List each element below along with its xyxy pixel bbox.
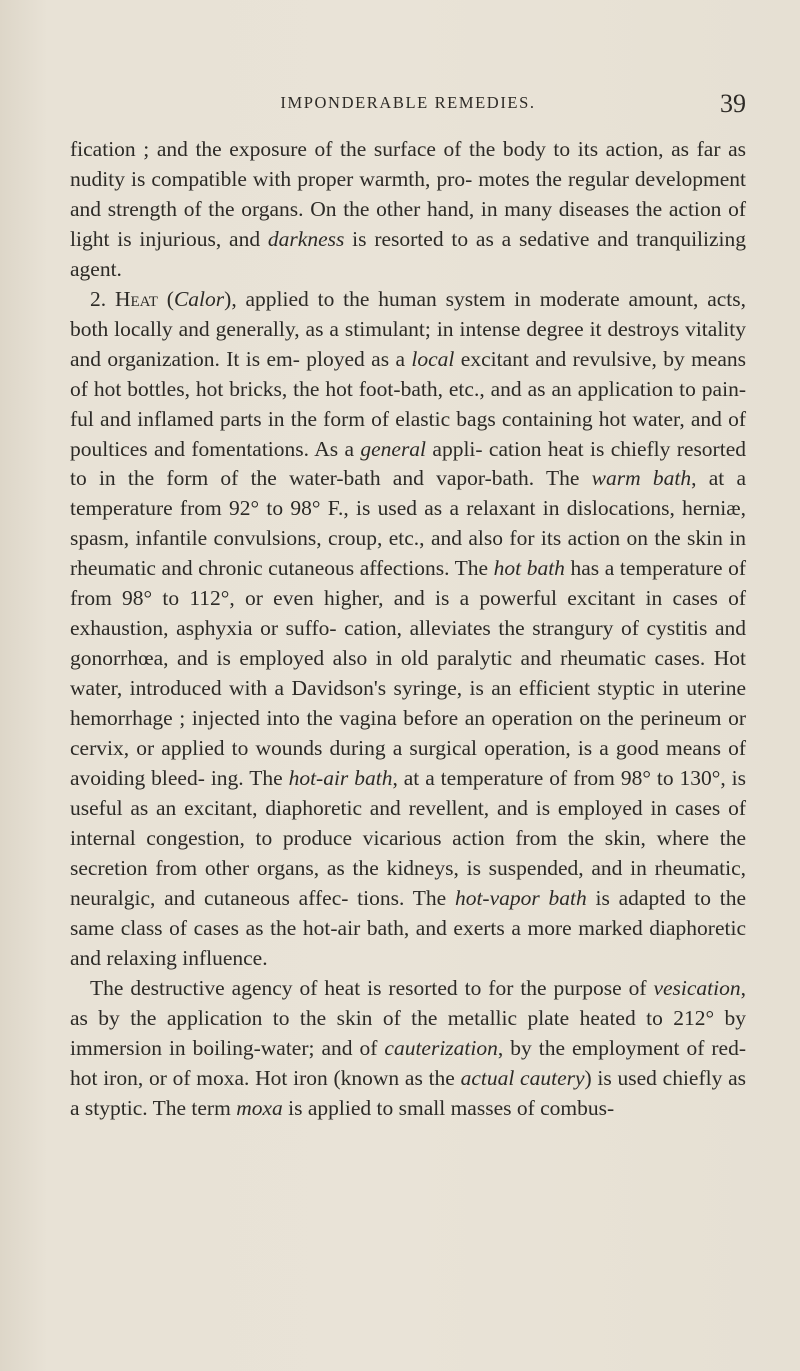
text-run: is adapted to the same class of cases as the hot-air bath, and exerts a more marked diaphoretic and relaxing influence. [70, 885, 746, 970]
italic-term: general [360, 436, 427, 461]
text-run: , at a temperature of from 98° to 130°, is useful as an excitant, diaphoretic and revellent, and is employed in cases of internal congestion, to produce vicarious action from the skin, where the secretion from other organs, as the kidneys, is suspended, and in rheumatic, neuralgic, and cutaneous affec- tions. The [70, 766, 747, 910]
text-run: , at a temperature from 92° to 98° F., is used as a relaxant in dislocations, herniæ, spasm, infantile convulsions, croup, etc., and also for its action on the skin in rheumatic and chronic cutaneous affections. The [70, 466, 747, 581]
italic-term: local [411, 346, 455, 371]
text-run: , as by the application to the skin of the metallic plate heated to 212° by immersion in boiling-water; and of [70, 975, 746, 1060]
italic-term: warm bath [591, 466, 692, 491]
text-run: excitant and revulsive, by means of hot bottles, hot bricks, the hot foot-bath, etc., and as an application to pain- ful and inflamed parts in the form of elastic bags containing hot water, and of poultices and fomentations. As a [70, 346, 747, 461]
italic-term: actual cautery [460, 1065, 585, 1090]
text-run: ), applied to the human system in moderate amount, acts, both locally and generally, as a stimulant; in intense degree it destroys vitality and organization. It is em- ployed as a [70, 286, 746, 371]
text-run: is applied to small masses of combus- [282, 1095, 615, 1120]
body-text [70, 135, 746, 1123]
italic-term: vesication [653, 975, 741, 1000]
page-number: 39 [720, 89, 746, 118]
italic-term: hot bath [493, 556, 565, 581]
italic-term: Calor [173, 286, 225, 311]
text-run: fication ; and the exposure of the surface of the body to its action, as far as nudity is compatible with proper warmth, pro- motes the regular development and strength of the organs. On the other hand, in many diseases the action of light is injurious, and [70, 137, 746, 251]
text-run: , by the employment of red-hot iron, or of moxa. Hot iron (known as the [70, 1035, 746, 1090]
paragraph-destructive-heat [70, 974, 746, 1124]
paragraph-heat [70, 285, 746, 974]
running-title: IMPONDERABLE REMEDIES. [280, 93, 536, 112]
italic-term: darkness [267, 226, 345, 251]
italic-term: cauterization [384, 1035, 498, 1060]
page-header [70, 89, 746, 129]
text-run: The destructive agency of heat is resorted to for the purpose of [90, 975, 654, 1000]
smallcaps-heading: Heat [114, 286, 158, 311]
text-run: is resorted to as a sedative and tranquilizing agent. [70, 226, 747, 281]
text-run: has a temperature of from 98° to 112°, or even higher, and is a powerful excitant in cases of exhaustion, asphyxia or suffo- cation, alleviates the strangury of cystitis and gonorrhœa, and is employed also in old paralytic and rheumatic cases. Hot water, introduced with a Davidson's syringe, is an efficient styptic in uterine hemorrhage ; injected into the vagina before an operation on the perineum or cervix, or applied to wounds during a surgical operation, is a good means of avoiding bleed- ing. The [70, 556, 746, 791]
text-run: ) is used chiefly as a styptic. The term [70, 1065, 746, 1120]
text-run: ( [157, 286, 174, 311]
italic-term: hot-air bath [288, 766, 393, 791]
text-run: 2. [90, 286, 115, 311]
italic-term: hot-vapor bath [454, 885, 587, 910]
italic-term: moxa [236, 1095, 283, 1120]
paragraph-light-darkness [70, 135, 746, 285]
text-run: appli- cation heat is chiefly resorted to in the form of the water-bath and vapor-bath. The [70, 436, 746, 491]
